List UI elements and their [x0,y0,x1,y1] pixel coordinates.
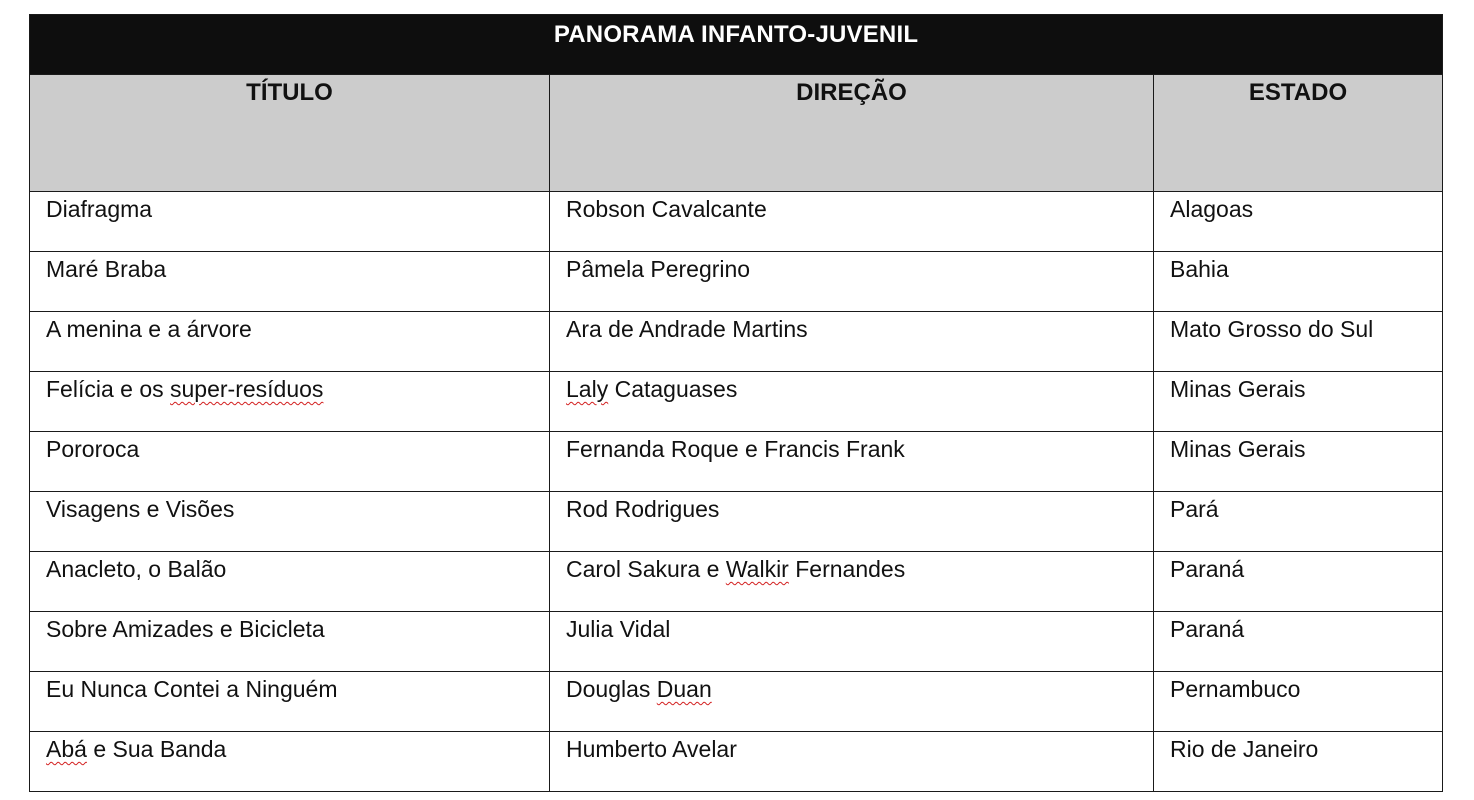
table-row [30,492,1443,552]
cell-estado [1154,552,1443,612]
cell-text: Alagoas [1170,196,1254,222]
column-header-estado: ESTADO [1154,75,1443,192]
cell-text: Anacleto, o Balão [46,556,227,582]
column-header-titulo: TÍTULO [30,75,550,192]
cell-text: Pernambuco [1170,676,1301,702]
cell-text: Minas Gerais [1170,436,1306,462]
cell-text: Minas Gerais [1170,376,1306,402]
cell-direcao [550,192,1154,252]
cell-direcao [550,732,1154,792]
table-header-row [30,75,1443,192]
column-header-direcao: DIREÇÃO [550,75,1154,192]
cell-text-part: Fernandes [788,556,906,582]
spellcheck-flagged-word[interactable]: Abá [46,736,87,762]
cell-text-part: e Sua Banda [86,736,227,762]
cell-text: Bahia [1170,256,1229,282]
cell-text-part: Cataguases [608,376,738,402]
cell-direcao [550,372,1154,432]
cell-text: Eu Nunca Contei a Ninguém [46,676,338,702]
cell-direcao [550,612,1154,672]
cell-titulo [30,432,550,492]
cell-text: Pororoca [46,436,140,462]
cell-text: Fernanda Roque e Francis Frank [566,436,905,462]
cell-titulo [30,612,550,672]
cell-text: Rio de Janeiro [1170,736,1319,762]
cell-titulo [30,552,550,612]
table-row [30,432,1443,492]
cell-estado [1154,672,1443,732]
cell-titulo [30,492,550,552]
cell-estado [1154,432,1443,492]
cell-estado [1154,612,1443,672]
spellcheck-flagged-word[interactable]: super-resíduos [170,376,324,402]
cell-estado [1154,732,1443,792]
cell-text: Sobre Amizades e Bicicleta [46,616,325,642]
cell-estado [1154,192,1443,252]
cell-text-part: Felícia e os [46,376,170,402]
table-title-row [30,15,1443,75]
table-title: PANORAMA INFANTO-JUVENIL [30,15,1443,75]
cell-direcao [550,492,1154,552]
table-row [30,732,1443,792]
cell-text: Pâmela Peregrino [566,256,751,282]
cell-direcao [550,672,1154,732]
cell-text: Ara de Andrade Martins [566,316,808,342]
cell-direcao [550,252,1154,312]
table-row [30,312,1443,372]
spellcheck-flagged-word[interactable]: Walkir [725,556,789,582]
cell-text: Diafragma [46,196,153,222]
cell-titulo [30,672,550,732]
cell-text: Pará [1170,496,1219,522]
cell-text: Mato Grosso do Sul [1170,316,1374,342]
table-row [30,252,1443,312]
cell-text [46,736,226,762]
table-row [30,672,1443,732]
cell-text: Robson Cavalcante [566,196,767,222]
cell-text [566,556,905,582]
cell-text [46,376,323,402]
cell-text [566,376,737,402]
cell-estado [1154,372,1443,432]
cell-text: Rod Rodrigues [566,496,720,522]
cell-text: Paraná [1170,616,1245,642]
cell-text: Paraná [1170,556,1245,582]
cell-titulo [30,372,550,432]
cell-text: Maré Braba [46,256,167,282]
cell-estado [1154,252,1443,312]
cell-direcao [550,432,1154,492]
cell-direcao [550,552,1154,612]
cell-text: Julia Vidal [566,616,671,642]
spellcheck-flagged-word[interactable]: Laly [566,376,609,402]
cell-text-part: Carol Sakura e [566,556,726,582]
cell-text: Humberto Avelar [566,736,737,762]
table-row [30,372,1443,432]
cell-estado [1154,492,1443,552]
cell-text [566,676,712,702]
films-table [29,14,1443,792]
cell-text: Visagens e Visões [46,496,235,522]
spellcheck-flagged-word[interactable]: Duan [656,676,712,702]
table-row [30,192,1443,252]
table-row [30,612,1443,672]
cell-text-part: Douglas [566,676,657,702]
cell-titulo [30,312,550,372]
cell-titulo [30,192,550,252]
cell-estado [1154,312,1443,372]
cell-text: A menina e a árvore [46,316,252,342]
cell-titulo [30,732,550,792]
cell-direcao [550,312,1154,372]
table-row [30,552,1443,612]
cell-titulo [30,252,550,312]
